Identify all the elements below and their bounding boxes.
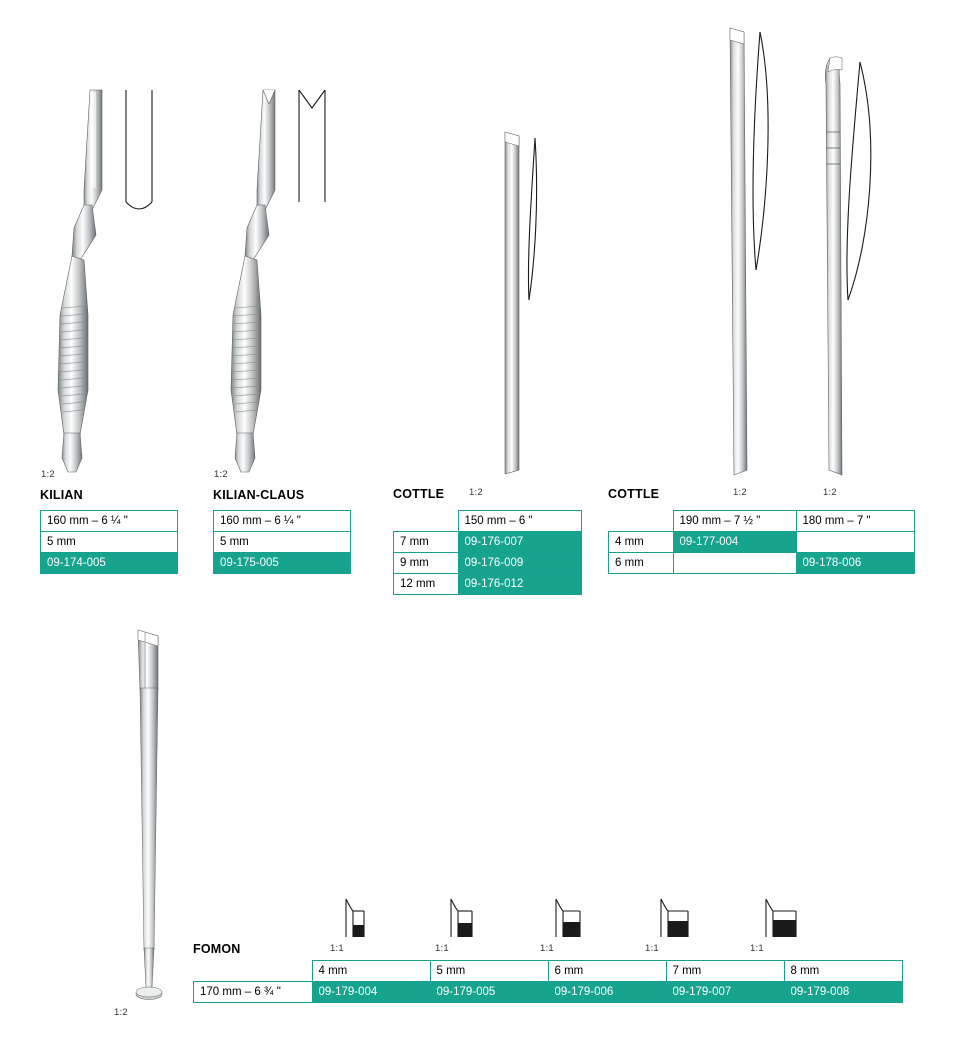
cell-article-number: 09-174-005: [41, 553, 178, 574]
instrument-name-kilian-claus: KILIAN-CLAUS: [213, 488, 305, 502]
kilian-claus-drawing: [213, 60, 363, 475]
cell-empty: [673, 553, 796, 574]
cell-header-8mm: 8 mm: [784, 961, 902, 982]
fomon-tip-detail-5mm: [445, 895, 491, 946]
instrument-kilian-figure: [40, 60, 190, 480]
cell-header-length-180: 180 mm – 7 ": [796, 511, 914, 532]
instrument-fomon-figure: [110, 620, 200, 1025]
scale-label-kilian-claus: 1:2: [214, 469, 228, 480]
cell-header-length-190: 190 mm – 7 ½ ": [673, 511, 796, 532]
fomon-tip-detail-6mm: [550, 895, 600, 946]
cell-width: 9 mm: [394, 553, 459, 574]
scale-label-kilian: 1:2: [41, 469, 55, 480]
table-row: [41, 553, 178, 574]
scale-label-fomon-tip-5: 1:1: [750, 943, 764, 954]
cell-empty: [796, 532, 914, 553]
scale-label-cottle-straight: 1:2: [469, 487, 483, 498]
cell-width: 6 mm: [609, 553, 674, 574]
table-row-header: [394, 511, 582, 532]
cell-article-number: 09-177-004: [673, 532, 796, 553]
table-row: [394, 532, 582, 553]
spec-table-cottle-straight: [393, 510, 582, 595]
fomon-tip-detail-8mm: [760, 895, 818, 946]
cell-article-number: 09-178-006: [796, 553, 914, 574]
instrument-kilian-claus-figure: [213, 60, 363, 480]
spec-table-fomon: [193, 960, 903, 1003]
cell-width: 4 mm: [609, 532, 674, 553]
cell-header-length: 150 mm – 6 ": [458, 511, 581, 532]
instrument-cottle-straight-figure: [393, 120, 553, 485]
cottle-long-drawing: [608, 20, 888, 480]
cell-article-number: 09-175-005: [214, 553, 351, 574]
scale-label-cottle-long-left: 1:2: [733, 487, 747, 498]
spec-table-cottle-long: [608, 510, 915, 574]
table-row: [609, 532, 915, 553]
cell-header-empty: [394, 511, 459, 532]
kilian-drawing: [40, 60, 190, 475]
scale-label-fomon: 1:2: [114, 1007, 128, 1018]
fomon-tip-detail-7mm: [655, 895, 709, 946]
cell-article-number: 09-179-006: [548, 982, 666, 1003]
table-row: [609, 553, 915, 574]
fomon-drawing: [110, 620, 200, 1020]
instrument-name-kilian: KILIAN: [40, 488, 83, 502]
scale-label-fomon-tip-2: 1:1: [435, 943, 449, 954]
table-row: [214, 532, 351, 553]
cell-header-empty: [194, 961, 313, 982]
cell-article-number: 09-176-009: [458, 553, 581, 574]
cell-header-empty: [609, 511, 674, 532]
cell-header-5mm: 5 mm: [430, 961, 548, 982]
cell-width: 5 mm: [214, 532, 351, 553]
cell-length: 160 mm – 6 ¼ ": [214, 511, 351, 532]
spec-table-kilian-claus: [213, 510, 351, 574]
cell-width: 7 mm: [394, 532, 459, 553]
cell-article-number: 09-179-008: [784, 982, 902, 1003]
table-row-header: [609, 511, 915, 532]
cell-header-4mm: 4 mm: [312, 961, 430, 982]
cell-header-6mm: 6 mm: [548, 961, 666, 982]
table-row: [41, 511, 178, 532]
instrument-name-cottle-long: COTTLE: [608, 487, 660, 501]
instrument-name-fomon: FOMON: [193, 942, 241, 956]
table-row: [194, 982, 903, 1003]
table-row: [214, 553, 351, 574]
cell-article-number: 09-176-007: [458, 532, 581, 553]
cell-article-number: 09-179-005: [430, 982, 548, 1003]
instrument-cottle-long-figure: [608, 20, 888, 485]
cell-length: 160 mm – 6 ¼ ": [41, 511, 178, 532]
cell-article-number: 09-176-012: [458, 574, 581, 595]
scale-label-fomon-tip-3: 1:1: [540, 943, 554, 954]
cell-header-7mm: 7 mm: [666, 961, 784, 982]
table-row: [214, 511, 351, 532]
instrument-name-cottle-straight: COTTLE: [393, 487, 445, 501]
scale-label-cottle-long-right: 1:2: [823, 487, 837, 498]
cell-length: 170 mm – 6 ¾ ": [194, 982, 313, 1003]
table-row: [394, 553, 582, 574]
spec-table-kilian: [40, 510, 178, 574]
table-row-header: [194, 961, 903, 982]
table-row: [41, 532, 178, 553]
fomon-tip-detail-4mm: [340, 895, 382, 946]
cottle-straight-drawing: [393, 120, 553, 480]
table-row: [394, 574, 582, 595]
cell-width: 12 mm: [394, 574, 459, 595]
scale-label-fomon-tip-4: 1:1: [645, 943, 659, 954]
cell-article-number: 09-179-004: [312, 982, 430, 1003]
scale-label-fomon-tip-1: 1:1: [330, 943, 344, 954]
cell-article-number: 09-179-007: [666, 982, 784, 1003]
cell-width: 5 mm: [41, 532, 178, 553]
